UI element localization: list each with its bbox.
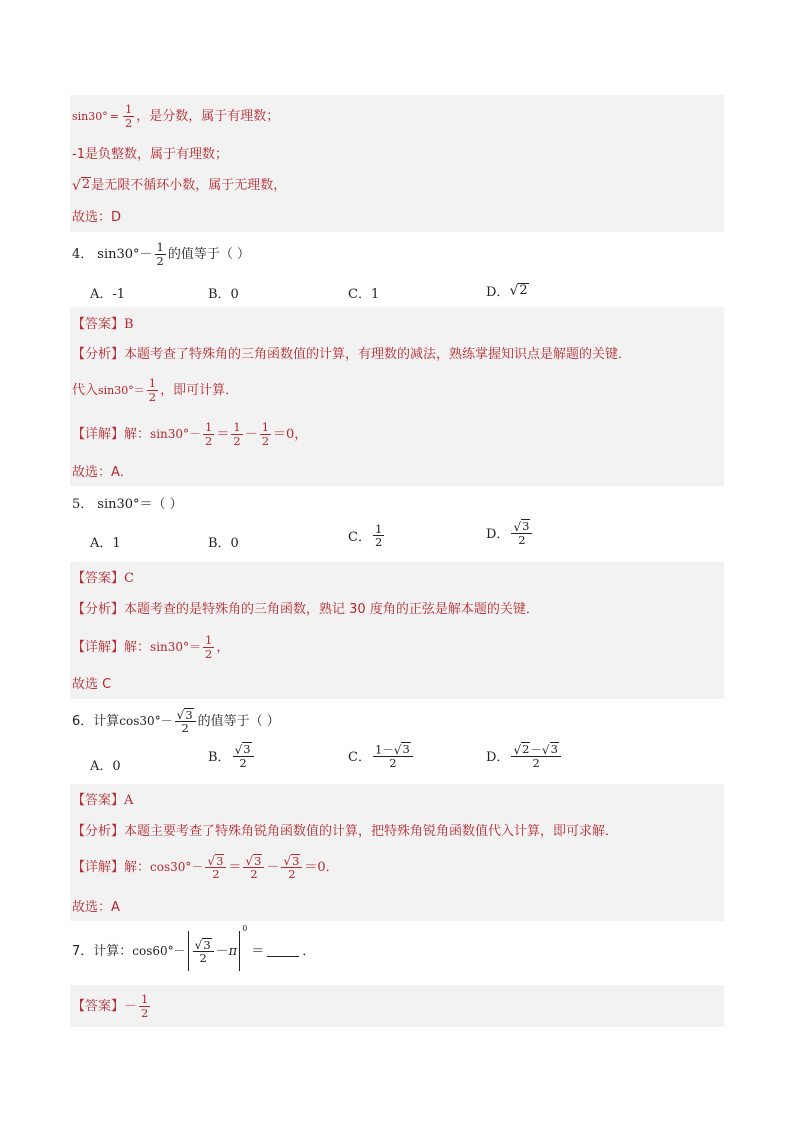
- q4-option-c[interactable]: C．1: [348, 287, 380, 302]
- q4-stem: 4． sin30°－ $\frac{1}{2}$ 的值等于（ ）: [72, 240, 250, 268]
- q6-detail: 【详解】 解： cos30°－ √ 3 2 ＝ √ 3 2 － √ 3 2 ＝0．: [72, 853, 339, 882]
- fraction-sqrt2-minus-sqrt3-over-2: √ 2 － √ 3 2: [511, 742, 560, 769]
- q5-detail: 【详解】 解： sin30°＝ $\frac{1}{2}$ ，: [72, 633, 230, 661]
- q3-solution-line-3: √ 2 是无限不循环小数，属于无理数，: [72, 177, 287, 194]
- fraction-one-half: $\frac{1}{2}$: [124, 102, 133, 130]
- fraction-sqrt3-over-2: √ 3 2: [205, 854, 226, 881]
- fraction-sqrt3-over-2: √ 3 2: [281, 854, 302, 881]
- fraction-one-half: $\frac{1}{2}$: [374, 522, 383, 550]
- q3-solution-line-1: sin30° = $\frac{1}{2}$ ，是分数，属于有理数；: [72, 102, 280, 130]
- q6-option-a[interactable]: A．0: [90, 759, 121, 774]
- q6-options: [70, 740, 724, 782]
- abs-bar-right: [239, 931, 240, 971]
- q5-answer: 【答案】 C: [72, 570, 134, 586]
- q6-analysis: 【分析】 本题主要考查了特殊角锐角函数值的计算，把特殊角锐角函数值代入计算，即可求解．: [72, 823, 619, 839]
- q4-conclusion: 故选：A．: [72, 464, 133, 480]
- q5-conclusion: 故选 C: [72, 676, 112, 692]
- q4-option-b[interactable]: B．0: [208, 287, 239, 302]
- q6-option-d[interactable]: D． √ 2 － √ 3 2: [486, 742, 563, 769]
- q6-option-b[interactable]: B． √ 3 2: [208, 742, 256, 769]
- fraction-one-half: $\frac{1}{2}$: [261, 420, 270, 448]
- q4-option-d[interactable]: D． √ 2: [486, 282, 528, 300]
- sqrt-two: √ 2: [72, 177, 91, 194]
- fraction-one-half: $\frac{1}{2}$: [156, 240, 164, 268]
- q4-analysis: 【分析】 本题考查了特殊角的三角函数值的计算，有理数的减法，熟练掌握知识点是解题的关键．: [72, 346, 632, 362]
- fraction-1-minus-sqrt3-over-2: 1－ √ 3 2: [373, 742, 413, 769]
- q5-option-c[interactable]: C． $\frac{1}{2}$: [348, 522, 383, 550]
- fraction-one-half: $\frac{1}{2}$: [141, 992, 149, 1020]
- q6-option-c[interactable]: C． 1－ √ 3 2: [348, 742, 415, 769]
- q4-detail: 【详解】 解： sin30°－ $\frac{1}{2}$ ＝ $\frac{1}{2}$ － $\frac{1}{2}$ ＝0，: [72, 420, 308, 448]
- q6-answer: 【答案】 A: [72, 792, 134, 808]
- q5-options: [70, 519, 724, 559]
- q5-option-b[interactable]: B．0: [208, 536, 239, 551]
- q3-answer: 故选：D: [72, 209, 122, 225]
- sqrt-two: √ 2: [509, 282, 528, 300]
- q5-option-d[interactable]: D． √ 3 2: [486, 519, 534, 546]
- q5-option-a[interactable]: A．1: [90, 536, 121, 551]
- q7-stem: 7．计算： cos60°－ √ 3 2 － π 0 ＝ ．: [72, 927, 315, 975]
- fraction-sqrt3-over-2: √ 3 2: [243, 854, 264, 881]
- fraction-sqrt3-over-2: √ 3 2: [233, 742, 254, 769]
- fraction-sqrt3-over-2: √ 3 2: [175, 708, 196, 735]
- q3-solution-line-2: -1是负整数，属于有理数；: [72, 146, 228, 162]
- q6-stem: 6．计算 cos30°－ √ 3 2 的值等于（ ）: [72, 707, 280, 736]
- fraction-one-half: $\frac{1}{2}$: [205, 420, 213, 448]
- q4-option-a[interactable]: A．-1: [90, 287, 126, 302]
- q4-answer: 【答案】 B: [72, 316, 134, 332]
- fraction-one-half: $\frac{1}{2}$: [233, 420, 241, 448]
- fraction-sqrt3-over-2: √ 3 2: [511, 519, 532, 546]
- fraction-one-half: $\frac{1}{2}$: [148, 376, 157, 404]
- q5-stem: 5． sin30°＝（ ）: [72, 496, 183, 512]
- abs-bar-left: [188, 931, 189, 971]
- q6-conclusion: 故选：A: [72, 899, 120, 915]
- q5-analysis: 【分析】 本题考查的是特殊角的三角函数，熟记 30 度角的正弦是解本题的关键．: [72, 601, 539, 617]
- fraction-sqrt3-over-2: √ 3 2: [193, 938, 214, 965]
- q7-solution-block: [70, 985, 724, 1027]
- fraction-one-half: $\frac{1}{2}$: [205, 633, 213, 661]
- q7-answer: 【答案】 － $\frac{1}{2}$: [72, 992, 149, 1020]
- answer-blank[interactable]: [267, 946, 299, 957]
- q4-options: [70, 281, 724, 303]
- q4-substitution: 代入 sin30°＝ $\frac{1}{2}$ ，即可计算．: [72, 376, 239, 404]
